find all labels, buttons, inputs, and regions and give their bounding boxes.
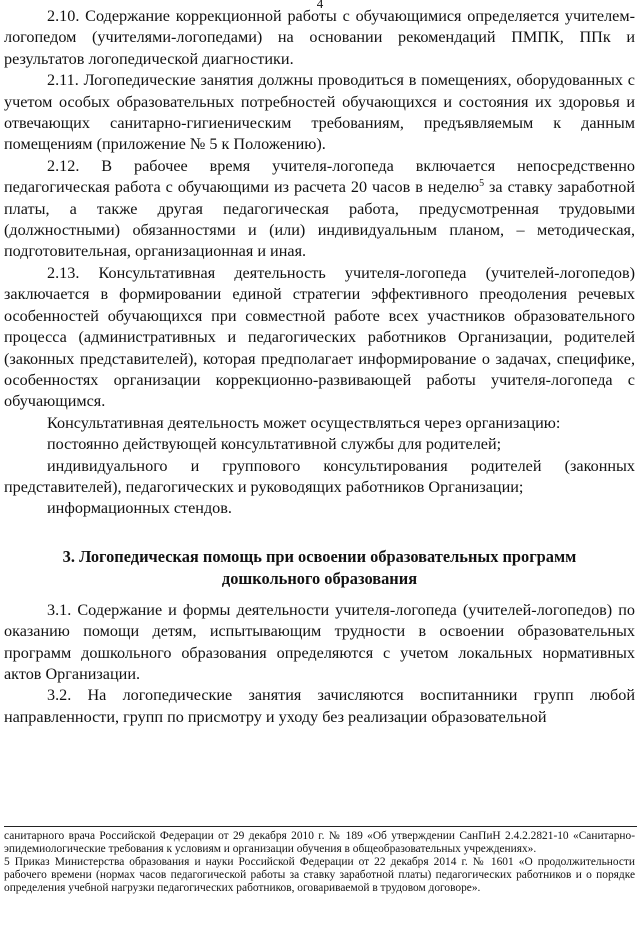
footnote-5: 5 Приказ Министерства образования и науки Российской Федерации от 22 декабря 2014 г. № 1601 «О продолжительности рабочего времени (нормах часов педагогической работы за ставку заработной платы) педагогических работников и о порядке определения учебной нагрузки педагогических работников, оговариваемой в трудовом договоре».	[4, 856, 635, 894]
section-3-heading-line1: 3. Логопедическая помощь при освоении образовательных программ	[62, 546, 577, 566]
paragraph-2-10: 2.10. Содержание коррекционной работы с обучающимися определяется учителем-логопедом (учителями-логопедами) на основании рекомендаций ПМПК, ППк и результатов логопедической диагностики.	[4, 7, 635, 68]
main-text	[4, 6, 635, 728]
section-3-heading-line2: дошкольного образования	[221, 568, 418, 588]
paragraph-3-2: 3.2. На логопедические занятия зачисляются воспитанники групп любой направленности, групп по присмотру и уходу без реализации образовательной	[4, 686, 635, 726]
paragraph-3-1: 3.1. Содержание и формы деятельности учителя-логопеда (учителей-логопедов) по оказанию помощи детям, испытывающим трудности в освоении образовательных программ дошкольного образования определяются с учетом локальных нормативных актов Организации.	[4, 600, 635, 683]
paragraph-2-12-end: за ставку заработной платы, а также другая педагогическая работа, предусмотренная трудовыми (должностными) обязанностями и (или) индивидуальным планом, – методическая, подготовительная, организационная и иная.	[4, 178, 636, 261]
footnote-divider	[4, 826, 637, 827]
footnotes	[4, 830, 635, 895]
paragraph-2-11: 2.11. Логопедические занятия должны проводиться в помещениях, оборудованных с учетом особых образовательных потребностей обучающихся и состояния их здоровья и отвечающих санитарно-гигиеническим требованиям, предъявляемым к данным помещениям (приложение № 5 к Положению).	[4, 71, 635, 154]
footnote-reference[interactable]: 5	[479, 178, 485, 190]
section-3-heading	[4, 546, 635, 590]
paragraph-2-12	[4, 156, 635, 263]
consultation-item-stands: информационных стендов.	[47, 499, 232, 518]
consultation-intro: Консультативная деятельность может осуществляться через организацию:	[47, 413, 561, 432]
paragraph-2-12-start: 2.12. В рабочее время учителя-логопеда включается непосредственно педагогическая работа с обучающими из расчета 20 часов в неделю	[4, 156, 635, 197]
page-number: 4	[316, 0, 324, 11]
paragraph-2-13: 2.13. Консультативная деятельность учителя-логопеда (учителей-логопедов) заключается в формировании единой стратегии эффективного преодоления речевых особенностей обучающихся при совместной работе всех участников образовательного процесса (административных и педагогических работников Организации, родителей (законных представителей), которая предполагает информирование о задачах, специфике, особенностях организации коррекционно-развивающей работы учителя-логопеда с обучающимся.	[4, 263, 635, 411]
footnote-continuation: санитарного врача Российской Федерации от 29 декабря 2010 г. № 189 «Об утверждении СанПиН 2.4.2.2821-10 «Санитарно-эпидемиологические требования к условиям и организации обучения в общеобразовательных учреждениях».	[4, 830, 635, 855]
consultation-item-service: постоянно действующей консультативной службы для родителей;	[47, 435, 502, 454]
consultation-item-individual: индивидуального и группового консультирования родителей (законных представителей), педагогических и руководящих работников Организации;	[4, 456, 635, 496]
